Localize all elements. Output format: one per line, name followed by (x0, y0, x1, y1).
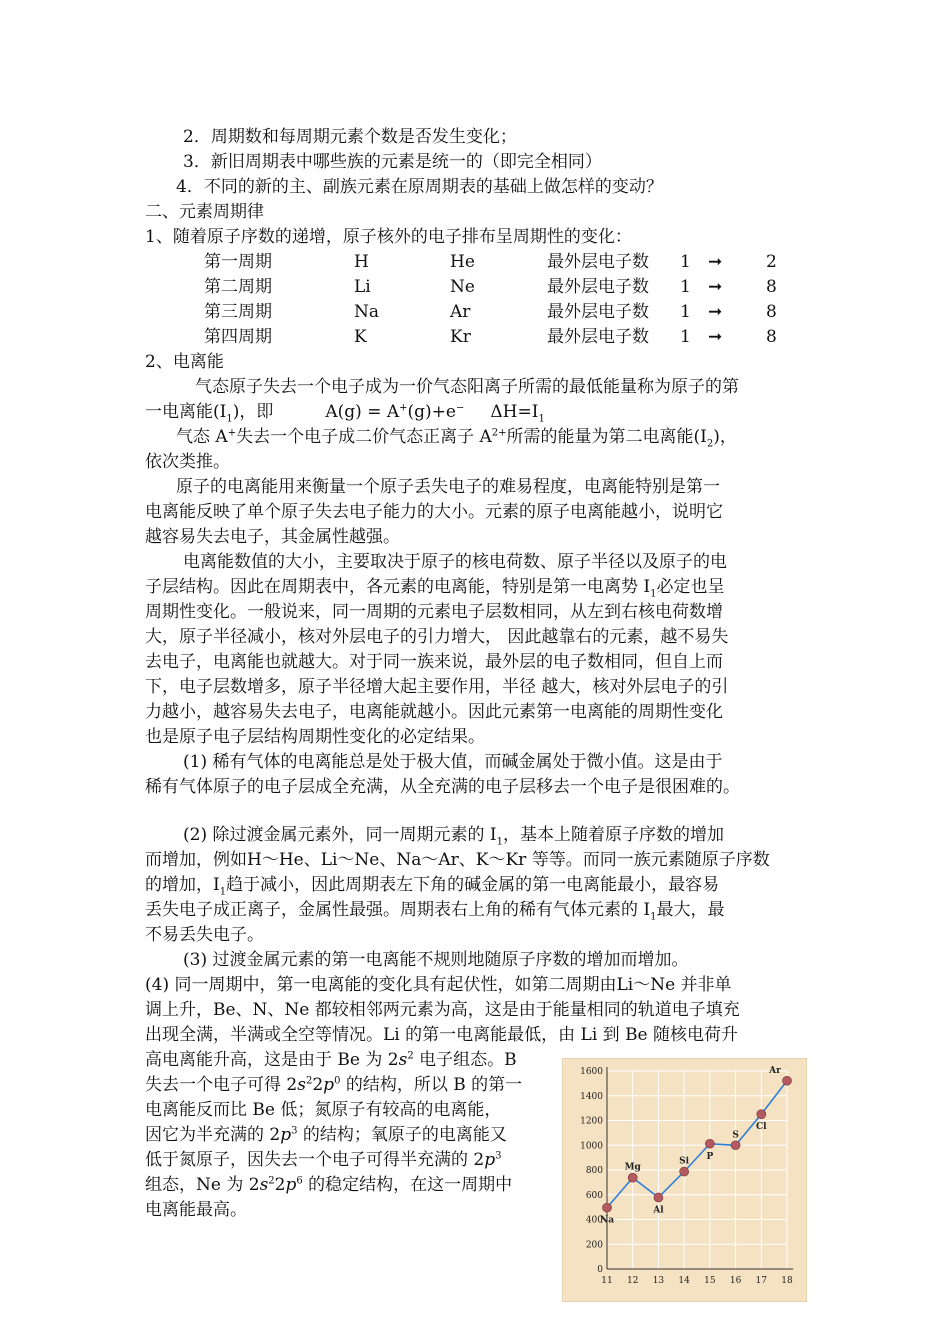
text-span: 子层结构。因此在周期表中，各元素的电离能，特别是第一电离势 I (145, 577, 651, 597)
paragraph-line: 调上升，Be、N、Ne 都较相邻两元素为高，这是由于能量相同的轨道电子填充 (145, 1000, 740, 1020)
text-span: 2 (274, 1175, 286, 1195)
text-span: 电子组态。B (413, 1050, 517, 1070)
data-point (757, 1110, 766, 1119)
text-span: 最大，最 (656, 900, 725, 920)
text-span: 因它为半充满的 2 (145, 1125, 281, 1145)
period-name: 第四周期 (204, 327, 272, 347)
paragraph-line: 不易丢失电子。 (145, 925, 264, 945)
question-2: 2．周期数和每周期元素个数是否发生变化； (183, 127, 517, 147)
text-span: 2 (312, 1075, 324, 1095)
question-4: 4．不同的新的主、副族元素在原周期表的基础上做怎样的变动？ (176, 177, 663, 197)
text-span: 气态 A (176, 427, 228, 447)
period-from: 1 (680, 327, 691, 347)
period-label: 最外层电子数 (547, 277, 649, 297)
data-label: Mg (624, 1162, 641, 1173)
text-span: 的结构，所以 B 的第一 (340, 1075, 523, 1095)
arrow-icon: ➞ (708, 327, 723, 347)
x-tick-label: 17 (755, 1276, 768, 1286)
superscript: 2 (407, 1050, 414, 1062)
equation: (g)+e (407, 402, 456, 422)
y-tick-label: 400 (585, 1215, 603, 1226)
x-tick-label: 11 (601, 1276, 613, 1286)
text-span: 的增加，I (145, 875, 220, 895)
period-last-element: Ne (450, 277, 475, 297)
paragraph-line: (4) 同一周期中，第一电离能的变化具有起伏性，如第二周期由Li～Ne 并非单 (145, 975, 732, 995)
superscript: 2+ (491, 427, 507, 439)
x-tick-label: 15 (704, 1276, 716, 1286)
arrow-icon: ➞ (708, 252, 723, 272)
paragraph-line: 周期性变化。一般说来，同一周期的元素电子层数相同，从左到右核电荷数增 (145, 602, 723, 622)
data-point (783, 1076, 792, 1085)
period-to: 8 (766, 327, 777, 347)
paragraph-line: 原子的电离能用来衡量一个原子丢失电子的难易程度，电离能特别是第一 (176, 477, 720, 497)
paragraph-line: 稀有气体原子的电子层成全充满，从全充满的电子层移去一个电子是很困难的。 (145, 777, 740, 797)
arrow-icon: ➞ (708, 302, 723, 322)
text-span: )，即 (232, 402, 274, 422)
question-3: 3．新旧周期表中哪些族的元素是统一的（即完全相同） (183, 152, 602, 172)
text-span: 高电离能升高，这是由于 Be 为 2 (145, 1050, 399, 1070)
subscript: 1 (226, 413, 233, 425)
data-point (603, 1203, 612, 1212)
y-tick-label: 800 (585, 1166, 603, 1176)
superscript: 2 (305, 1075, 313, 1087)
text-span: 必定也呈 (656, 577, 725, 597)
data-point (654, 1193, 663, 1202)
text-span: )， (713, 427, 737, 447)
paragraph-line: 越容易失去电子，其金属性越强。 (145, 527, 400, 547)
period-last-element: Kr (450, 327, 471, 347)
paragraph-line: 气态原子失去一个电子成为一价气态阳离子所需的最低能量称为原子的第 (195, 377, 739, 397)
ionization-energy-chart (562, 1058, 807, 1302)
y-tick-label: 1000 (580, 1141, 603, 1152)
text-span: 低于氮原子，因失去一个电子可得半充满的 2 (145, 1150, 485, 1170)
data-point (731, 1141, 740, 1150)
y-tick-label: 600 (585, 1190, 603, 1201)
superscript: + (227, 427, 237, 439)
italic-orbital: p (280, 1125, 292, 1145)
subsection-heading-2: 2、电离能 (145, 352, 224, 372)
paragraph-line (176, 425, 737, 449)
paragraph-line: (3) 过渡金属元素的第一电离能不规则地随原子序数的增加而增加。 (183, 950, 689, 970)
y-tick-label: 200 (585, 1240, 603, 1251)
paragraph-line: 下，电子层数增多，原子半径增大起主要作用，半径 越大，核对外层电子的引 (145, 677, 729, 697)
y-tick-label: 1400 (580, 1091, 603, 1102)
paragraph-line (183, 823, 724, 847)
italic-orbital: p (323, 1075, 335, 1095)
italic-orbital: p (484, 1150, 496, 1170)
text-span: 的稳定结构，在这一周期中 (302, 1175, 513, 1195)
y-tick-label: 0 (597, 1265, 603, 1275)
data-point (628, 1173, 637, 1182)
data-label: S (732, 1130, 739, 1141)
period-first-element: H (354, 252, 369, 272)
period-label: 最外层电子数 (547, 327, 649, 347)
text-span: 失去一个电子可得 2 (145, 1075, 298, 1095)
data-label: Al (653, 1205, 664, 1216)
subsection-heading-1: 1、随着原子序数的递增，原子核外的电子排布呈周期性的变化： (145, 227, 632, 247)
period-first-element: Li (354, 277, 371, 297)
x-tick-label: 12 (626, 1276, 639, 1286)
superscript: 3 (291, 1125, 298, 1137)
paragraph-line (145, 400, 545, 424)
text-span: 一电离能(I (145, 402, 227, 422)
subscript: 2 (706, 438, 714, 450)
equation: A(g) = A (325, 402, 400, 422)
superscript: 6 (296, 1175, 303, 1187)
y-tick-label: 1600 (580, 1067, 603, 1077)
period-to: 2 (766, 252, 777, 272)
paragraph-line (145, 1173, 512, 1197)
period-to: 8 (766, 277, 777, 297)
italic-orbital: s (259, 1175, 269, 1195)
period-name: 第一周期 (204, 252, 272, 272)
italic-orbital: s (297, 1075, 306, 1095)
paragraph-line: 力越小，越容易失去电子，电离能就越小。因此元素第一电离能的周期性变化 (145, 702, 723, 722)
data-label: Na (599, 1215, 615, 1226)
superscript: 3 (495, 1150, 502, 1162)
period-label: 最外层电子数 (547, 252, 649, 272)
paragraph-line (145, 1073, 522, 1097)
period-last-element: Ar (450, 302, 471, 322)
paragraph-line: 去电子，电离能也就越大。对于同一族来说，最外层的电子数相同，但自上而 (145, 652, 723, 672)
subscript: 1 (496, 836, 503, 848)
text-span: 丢失电子成正离子，金属性最强。周期表右上角的稀有气体元素的 I (145, 900, 651, 920)
period-last-element: He (450, 252, 475, 272)
text-span: 的结构；氧原子的电离能又 (297, 1125, 507, 1145)
paragraph-line: 电离能最高。 (145, 1200, 247, 1220)
paragraph-line (145, 873, 719, 897)
period-from: 1 (680, 277, 691, 297)
data-label: Si (679, 1156, 690, 1167)
data-point (680, 1167, 689, 1176)
paragraph-line: 电离能反映了单个原子失去电子能力的大小。元素的原子电离能越小，说明它 (145, 502, 723, 522)
superscript: 0 (334, 1075, 341, 1087)
x-tick-label: 16 (729, 1276, 742, 1286)
x-tick-label: 13 (652, 1276, 665, 1286)
period-name: 第三周期 (204, 302, 272, 322)
paragraph-line: 大，原子半径减小，核对外层电子的引力增大， 因此越靠右的元素，越不易失 (145, 627, 729, 647)
subscript: 1 (538, 413, 545, 425)
text-span: 所需的能量为第二电离能(I (506, 427, 707, 447)
chart-svg (563, 1059, 806, 1301)
equation: ΔH=I (490, 402, 539, 422)
text-span: (2) 除过渡金属元素外，同一周期元素的 I (183, 825, 497, 845)
section-heading: 二、元素周期律 (145, 202, 264, 222)
x-tick-label: 14 (678, 1276, 690, 1286)
period-first-element: Na (354, 302, 380, 322)
text-span: 失去一个电子成二价气态正离子 A (236, 427, 492, 447)
italic-orbital: s (398, 1050, 408, 1070)
series-line (607, 1081, 787, 1208)
paragraph-line: 也是原子电子层结构周期性变化的必定结果。 (145, 727, 485, 747)
period-name: 第二周期 (204, 277, 272, 297)
subscript: 1 (650, 911, 657, 923)
period-first-element: K (354, 327, 367, 347)
paragraph-line: 出现全满，半满或全空等情况。Li 的第一电离能最低，由 Li 到 Be 随核电荷升 (145, 1025, 739, 1045)
subscript: 1 (650, 588, 657, 600)
paragraph-line (145, 898, 725, 922)
period-label: 最外层电子数 (547, 302, 649, 322)
superscript: + (399, 402, 408, 414)
text-span: 组态，Ne 为 2 (145, 1175, 260, 1195)
paragraph-line: (1) 稀有气体的电离能总是处于极大值，而碱金属处于微小值。这是由于 (183, 752, 723, 772)
period-from: 1 (680, 302, 691, 322)
data-label: Ar (769, 1065, 781, 1076)
superscript: 2 (268, 1175, 275, 1187)
paragraph-line (145, 1123, 507, 1147)
data-label: P (706, 1151, 714, 1162)
italic-orbital: p (285, 1175, 297, 1195)
period-from: 1 (680, 252, 691, 272)
data-label: Cl (755, 1122, 767, 1133)
text-span: 趋于减小，因此周期表左下角的碱金属的第一电离能最小，最容易 (226, 875, 720, 895)
paragraph-line: 依次类推。 (145, 452, 230, 472)
paragraph-line: 电离能数值的大小，主要取决于原子的核电荷数、原子半径以及原子的电 (183, 552, 727, 572)
text-span: ，基本上随着原子序数的增加 (502, 825, 724, 845)
period-to: 8 (766, 302, 777, 322)
data-point (705, 1139, 714, 1148)
superscript: − (455, 402, 465, 414)
x-tick-label: 18 (781, 1276, 793, 1286)
subscript: 1 (219, 886, 227, 898)
paragraph-line: 电离能反而比 Be 低；氮原子有较高的电离能， (145, 1100, 502, 1120)
paragraph-line: 而增加，例如H～He、Li～Ne、Na～Ar、K～Kr 等等。而同一族元素随原子序数 (145, 850, 770, 870)
paragraph-line (145, 1148, 502, 1172)
paragraph-line (145, 1048, 517, 1072)
paragraph-line (145, 575, 725, 599)
arrow-icon: ➞ (708, 277, 723, 297)
y-tick-label: 1200 (580, 1116, 603, 1127)
